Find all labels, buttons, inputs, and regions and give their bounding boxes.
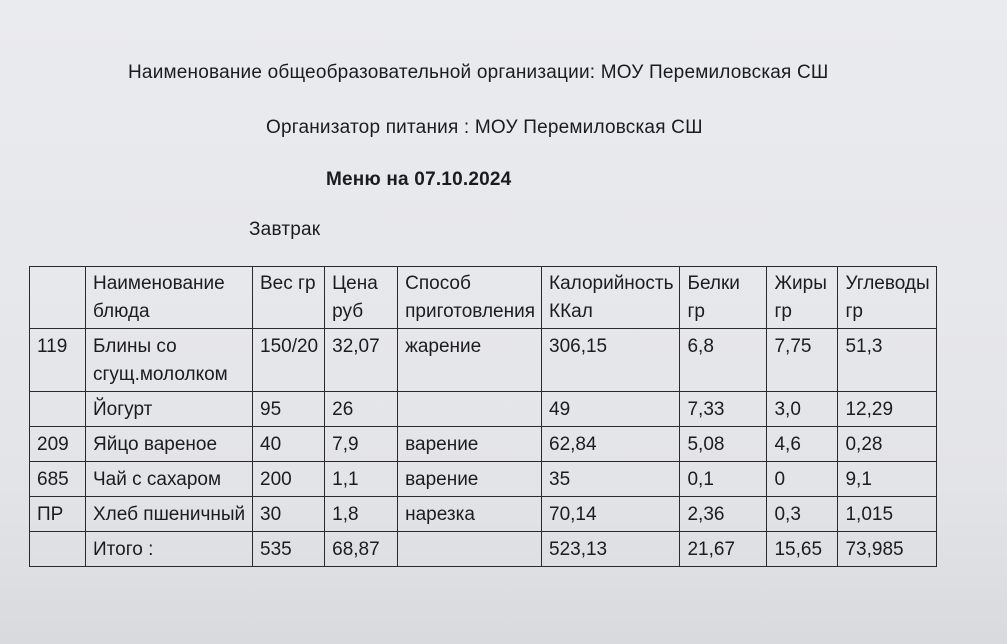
menu-table (29, 266, 937, 567)
cell-protein: 6,8 (680, 329, 767, 392)
cell-calories: 306,15 (542, 329, 680, 392)
cell-calories: 70,14 (542, 497, 680, 532)
cell-carbs: 1,015 (838, 497, 936, 532)
cell-fat: 7,75 (767, 329, 838, 392)
cell-protein: 2,36 (680, 497, 767, 532)
cell-dish-name: Хлеб пшеничный (86, 497, 253, 532)
cell-weight: 30 (253, 497, 325, 532)
cell-fat: 3,0 (767, 392, 838, 427)
total-calories: 523,13 (542, 532, 680, 567)
cell-fat: 0,3 (767, 497, 838, 532)
cell-price: 7,9 (325, 427, 398, 462)
cell-cooking-method: жарение (398, 329, 542, 392)
cell-protein: 7,33 (680, 392, 767, 427)
header-code (30, 267, 86, 329)
total-protein: 21,67 (680, 532, 767, 567)
header-protein: Белки гр (680, 267, 767, 329)
cell-carbs: 0,28 (838, 427, 936, 462)
total-carbs: 73,985 (838, 532, 936, 567)
header-calories: Калорийность ККал (542, 267, 680, 329)
cell-code: 119 (30, 329, 86, 392)
total-row (30, 532, 937, 567)
header-weight: Вес гр (253, 267, 325, 329)
table-row (30, 462, 937, 497)
cell-price: 1,1 (325, 462, 398, 497)
header-cooking-method: Способ приготовления (398, 267, 542, 329)
cell-weight: 40 (253, 427, 325, 462)
cell-code (30, 532, 86, 567)
cell-dish-name: Блины со сгущ.мололком (86, 329, 253, 392)
cell-weight: 95 (253, 392, 325, 427)
cell-cooking-method: варение (398, 427, 542, 462)
meal-label: Завтрак (249, 219, 321, 240)
cell-price: 26 (325, 392, 398, 427)
cell-weight: 150/20 (253, 329, 325, 392)
cell-cooking-method (398, 392, 542, 427)
cell-carbs: 9,1 (838, 462, 936, 497)
food-organizer-line: Организатор питания : МОУ Перемиловская СШ (266, 117, 703, 138)
cell-code: 209 (30, 427, 86, 462)
cell-calories: 49 (542, 392, 680, 427)
header-price: Цена руб (325, 267, 398, 329)
cell-calories: 62,84 (542, 427, 680, 462)
total-weight: 535 (253, 532, 325, 567)
organization-line: Наименование общеобразовательной организации: МОУ Перемиловская СШ (128, 62, 829, 83)
cell-fat: 4,6 (767, 427, 838, 462)
total-price: 68,87 (325, 532, 398, 567)
cell-price: 32,07 (325, 329, 398, 392)
header-dish-name (86, 267, 253, 329)
cell-cooking-method: нарезка (398, 497, 542, 532)
table-header-row (30, 267, 937, 329)
cell-cooking-method: варение (398, 462, 542, 497)
header-fat: Жиры гр (767, 267, 838, 329)
cell-code: 685 (30, 462, 86, 497)
cell-dish-name: Яйцо вареное (86, 427, 253, 462)
header-carbs: Углеводы гр (838, 267, 936, 329)
cell-protein: 0,1 (680, 462, 767, 497)
cell-code: ПР (30, 497, 86, 532)
table-row (30, 329, 937, 392)
cell-dish-name: Чай с сахаром (86, 462, 253, 497)
cell-dish-name: Йогурт (86, 392, 253, 427)
table-row (30, 427, 937, 462)
header-dish-name-label: Наименование блюда (93, 273, 225, 322)
menu-title: Меню на 07.10.2024 (326, 169, 512, 190)
cell-carbs: 51,3 (838, 329, 936, 392)
cell-protein: 5,08 (680, 427, 767, 462)
table-row (30, 392, 937, 427)
cell-price: 1,8 (325, 497, 398, 532)
total-label: Итого : (86, 532, 253, 567)
cell-weight: 200 (253, 462, 325, 497)
cell-calories: 35 (542, 462, 680, 497)
table-row (30, 497, 937, 532)
total-fat: 15,65 (767, 532, 838, 567)
cell-fat: 0 (767, 462, 838, 497)
cell-code (30, 392, 86, 427)
cell-cooking-method (398, 532, 542, 567)
cell-carbs: 12,29 (838, 392, 936, 427)
